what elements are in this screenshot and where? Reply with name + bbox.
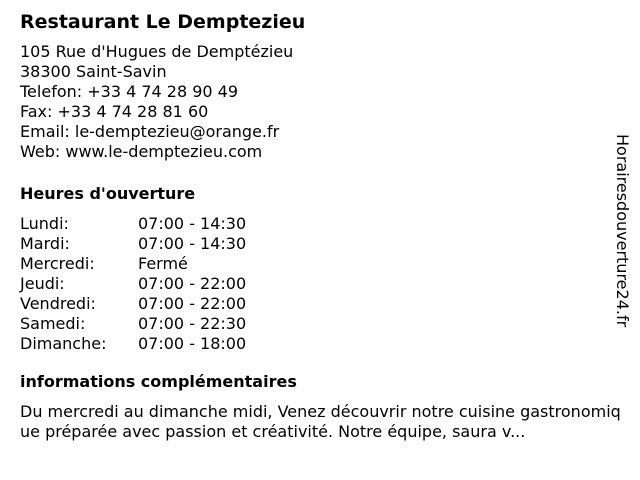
hours-time: 07:00 - 22:00	[138, 274, 247, 293]
info-heading: informations complémentaires	[20, 372, 297, 391]
hours-time: Fermé	[138, 254, 188, 273]
address-line-2: 38300 Saint-Savin	[20, 62, 167, 81]
hours-row	[20, 274, 620, 294]
hours-day: Mardi:	[20, 234, 70, 253]
hours-day: Dimanche:	[20, 334, 107, 353]
contact-block	[20, 42, 620, 162]
hours-time: 07:00 - 18:00	[138, 334, 247, 353]
hours-day: Samedi:	[20, 314, 86, 333]
hours-day: Vendredi:	[20, 294, 96, 313]
hours-time: 07:00 - 14:30	[138, 234, 247, 253]
hours-time: 07:00 - 22:00	[138, 294, 247, 313]
fax-text: Fax: +33 4 74 28 81 60	[20, 102, 209, 121]
hours-row	[20, 334, 620, 354]
hours-day: Jeudi:	[20, 274, 65, 293]
hours-day: Lundi:	[20, 214, 69, 233]
email-text: Email: le-demptezieu@orange.fr	[20, 122, 280, 141]
hours-row	[20, 254, 620, 274]
hours-row	[20, 294, 620, 314]
hours-row	[20, 214, 620, 234]
restaurant-name: Restaurant Le Demptezieu	[20, 11, 306, 33]
hours-time: 07:00 - 22:30	[138, 314, 247, 333]
site-watermark: Horairesdouverture24.fr	[613, 134, 632, 328]
hours-day: Mercredi:	[20, 254, 95, 273]
hours-table	[20, 214, 620, 354]
hours-time: 07:00 - 14:30	[138, 214, 247, 233]
hours-row	[20, 314, 620, 334]
phone-text: Telefon: +33 4 74 28 90 49	[20, 82, 239, 101]
web-text: Web: www.le-demptezieu.com	[20, 142, 263, 161]
hours-row	[20, 234, 620, 254]
hours-heading: Heures d'ouverture	[20, 184, 196, 203]
info-text: Du mercredi au dimanche midi, Venez découvrir notre cuisine gastronomique préparée avec passion et créativité. Notre équipe, saura v...	[20, 402, 621, 441]
address-line-1: 105 Rue d'Hugues de Demptézieu	[20, 42, 294, 61]
restaurant-card	[20, 10, 620, 442]
